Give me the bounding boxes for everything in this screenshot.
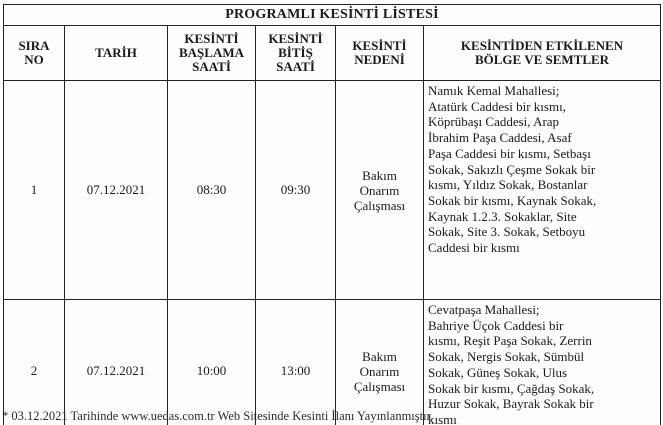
row-affected-areas <box>424 81 661 300</box>
area-line: Sokak, Güneş Sokak, Ulus <box>428 364 568 380</box>
header-etkilenen-bolge <box>424 26 661 81</box>
area-line: kısmı, Reşit Paşa Sokak, Zerrin <box>428 333 592 349</box>
area-line: Sokak, Site 3. Sokak, Setboyu <box>428 224 586 240</box>
header-kesinti-nedeni <box>336 26 424 81</box>
area-line: Sokak, Sakızlı Çeşme Sokak bir <box>428 161 596 177</box>
reason-line: Bakım <box>362 167 397 183</box>
row-affected-areas <box>424 300 661 425</box>
table-title-row <box>4 5 661 26</box>
header-sira-no <box>4 26 65 81</box>
row-number: 1 <box>4 81 65 300</box>
header-line: KESİNTİ <box>268 31 323 46</box>
area-line: Namık Kemal Mahallesi; <box>428 83 560 98</box>
reason-line: Bakım <box>362 348 397 364</box>
header-line: KESİNTİ <box>184 31 239 46</box>
area-line: Sokak bir kısmı, Kaynak Sokak, <box>428 192 597 208</box>
header-line: SAATİ <box>276 59 315 74</box>
table-row <box>4 81 661 300</box>
reason-line: Onarım <box>359 182 400 198</box>
area-line: Atatürk Caddesi bir kısmı, <box>428 98 566 114</box>
header-line: NO <box>24 52 44 67</box>
row-end-time: 13:00 <box>256 300 336 425</box>
area-line: Huzur Sokak, Bayrak Sokak bir <box>428 396 594 412</box>
area-line: Bahriye Üçok Caddesi bir <box>428 317 564 333</box>
row-date: 07.12.2021 <box>65 81 168 300</box>
row-reason <box>336 300 424 425</box>
header-line: BİTİŞ <box>278 45 313 60</box>
row-number: 2 <box>4 300 65 425</box>
area-line: Paşa Caddesi bir kısmı, Setbaşı <box>428 145 591 161</box>
reason-line: Çalışması <box>353 197 406 213</box>
area-line: kısmı <box>428 411 457 425</box>
row-start-time: 10:00 <box>168 300 256 425</box>
header-line: KESİNTİ <box>352 38 407 53</box>
area-line: Kaynak 1.2.3. Sokaklar, Site <box>428 208 577 224</box>
row-end-time: 09:30 <box>256 81 336 300</box>
outage-schedule-table <box>3 4 661 425</box>
header-baslama-saati <box>168 26 256 81</box>
reason-line: Çalışması <box>353 378 406 394</box>
header-line: BÖLGE VE SEMTLER <box>474 52 610 67</box>
row-start-time: 08:30 <box>168 81 256 300</box>
reason-line: Onarım <box>359 363 400 379</box>
area-line: Cevatpaşa Mahallesi; <box>428 302 540 317</box>
header-line: TARİH <box>95 45 137 60</box>
header-row <box>4 26 661 81</box>
header-line: KESİNTİDEN ETKİLENEN <box>460 38 624 53</box>
table-title: PROGRAMLI KESİNTİ LİSTESİ <box>4 5 661 26</box>
area-line: Sokak bir kısmı, Çağdaş Sokak, <box>428 380 595 396</box>
header-line: NEDENİ <box>354 52 405 67</box>
header-bitis-saati <box>256 26 336 81</box>
header-line: SIRA <box>18 38 50 53</box>
area-line: Sokak, Nergis Sokak, Sümbül <box>428 349 585 365</box>
header-line: BAŞLAMA <box>178 45 244 60</box>
area-line: İbrahim Paşa Caddesi, Asaf <box>428 130 572 146</box>
footnote: * 03.12.2021 Tarihinde www.uedas.com.tr Web Sitesinde Kesinti İlanı Yayınlanmıştır. <box>2 409 434 423</box>
row-reason <box>336 81 424 300</box>
area-line: Caddesi bir kısmı <box>428 240 520 256</box>
row-date: 07.12.2021 <box>65 300 168 425</box>
area-line: Köprübaşı Caddesi, Arap <box>428 114 560 130</box>
header-tarih <box>65 26 168 81</box>
table-row <box>4 300 661 425</box>
header-line: SAATİ <box>192 59 231 74</box>
area-line: kısmı, Yıldız Sokak, Bostanlar <box>428 177 588 193</box>
